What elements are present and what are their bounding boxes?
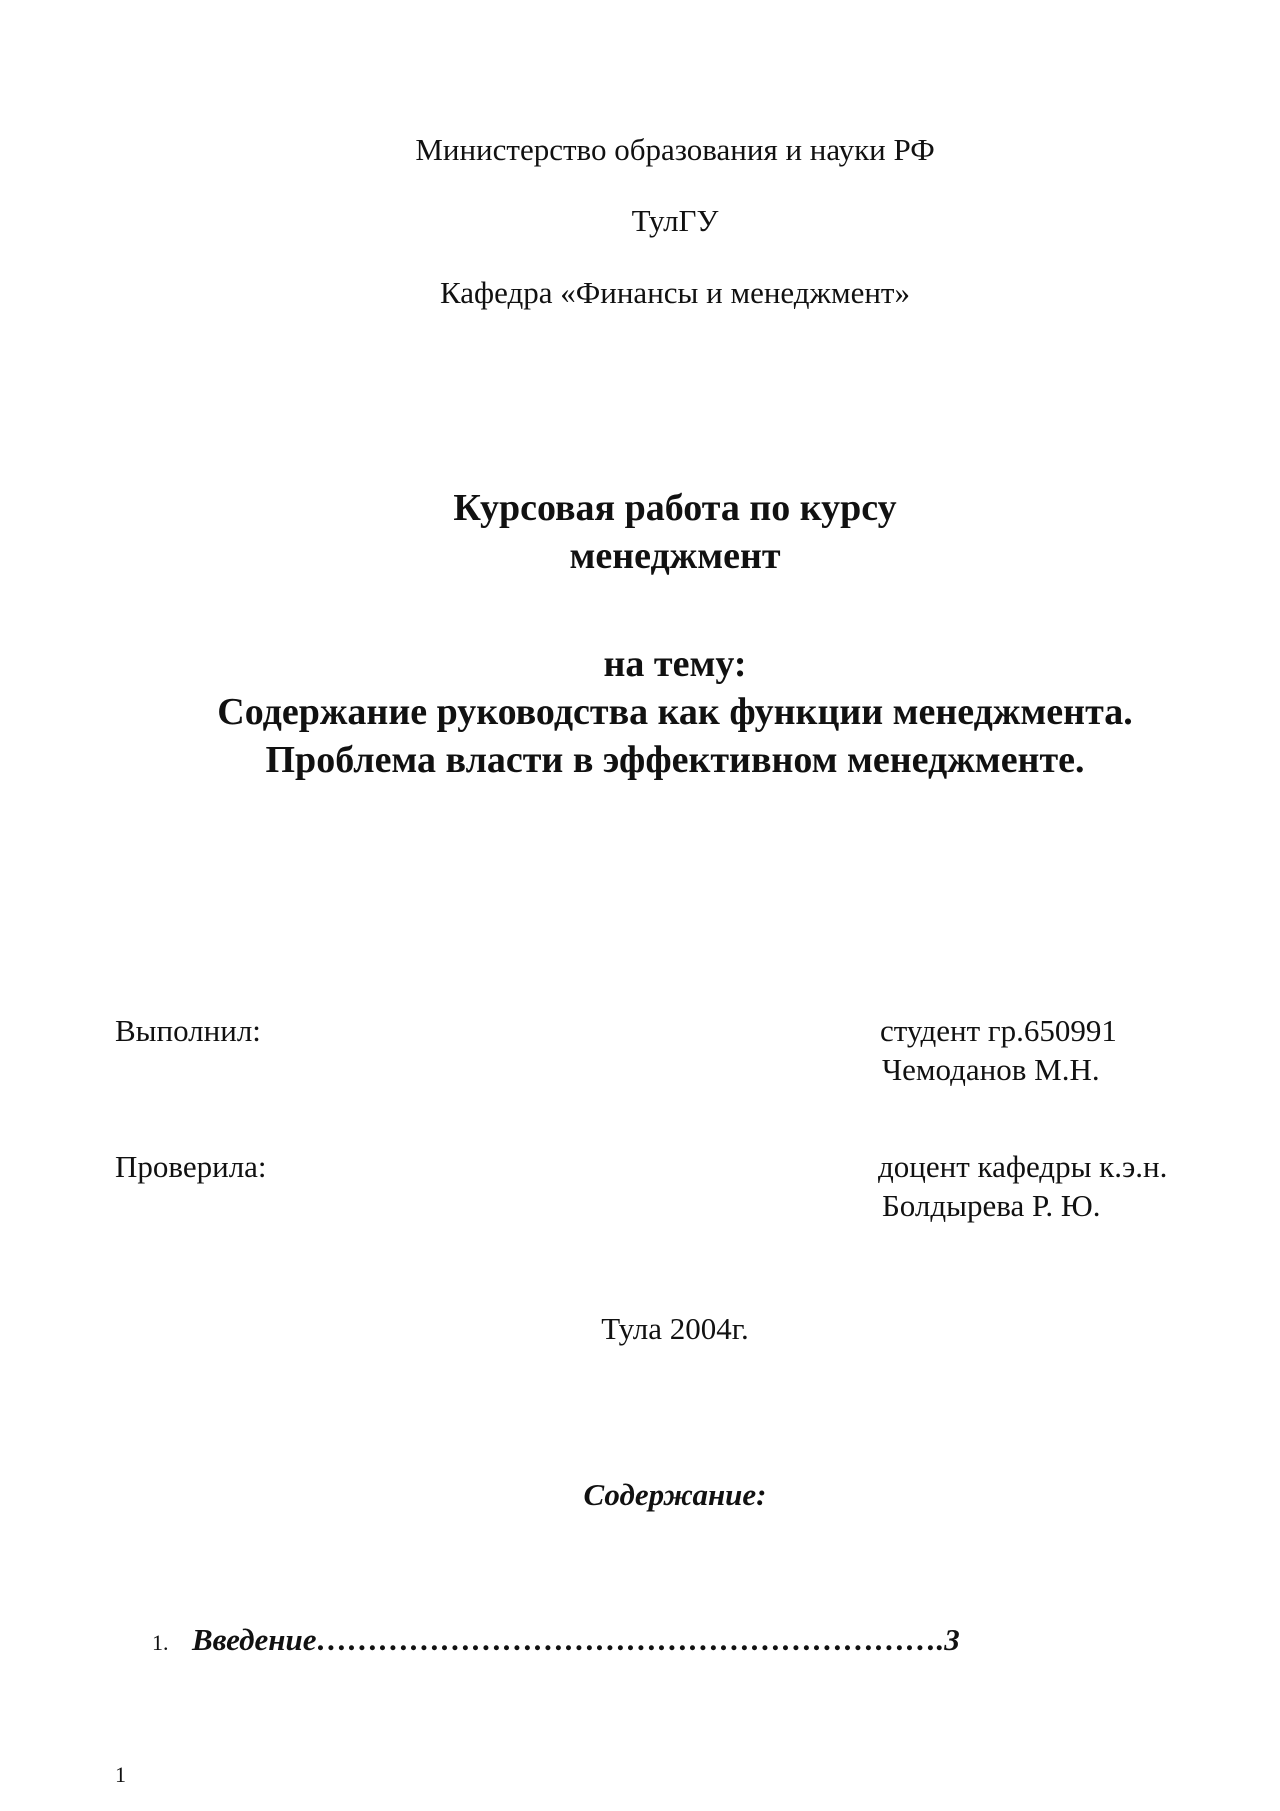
toc-heading: Содержание:	[583, 1477, 767, 1512]
checked-label: Проверила:	[115, 1149, 267, 1184]
course-title-line-2: менеджмент	[569, 535, 781, 577]
performed-label: Выполнил:	[115, 1013, 261, 1048]
topic-line-1: Содержание руководства как функции менеджмента.	[217, 691, 1133, 733]
topic-line-2: Проблема власти в эффективном менеджменте.	[265, 739, 1085, 781]
performed-student-group: студент гр.650991	[880, 1013, 1117, 1048]
course-title	[0, 484, 1280, 580]
toc-item-text: Введение…………………………………………………….3	[192, 1622, 960, 1657]
topic-title	[0, 640, 1280, 784]
toc-item	[152, 1622, 960, 1658]
city-year: Тула 2004г.	[601, 1311, 749, 1346]
performed-student-name: Чемоданов М.Н.	[882, 1052, 1100, 1087]
department-line: Кафедра «Финансы и менеджмент»	[440, 275, 910, 310]
course-title-line-1: Курсовая работа по курсу	[453, 487, 897, 529]
checked-position: доцент кафедры к.э.н.	[878, 1149, 1168, 1184]
ministry-line: Министерство образования и науки РФ	[415, 132, 935, 167]
topic-label: на тему:	[603, 643, 747, 685]
university-line: ТулГУ	[631, 203, 719, 238]
page-number: 1	[115, 1762, 126, 1787]
toc-item-number: 1.	[152, 1630, 169, 1655]
checked-name: Болдырева Р. Ю.	[882, 1188, 1101, 1223]
